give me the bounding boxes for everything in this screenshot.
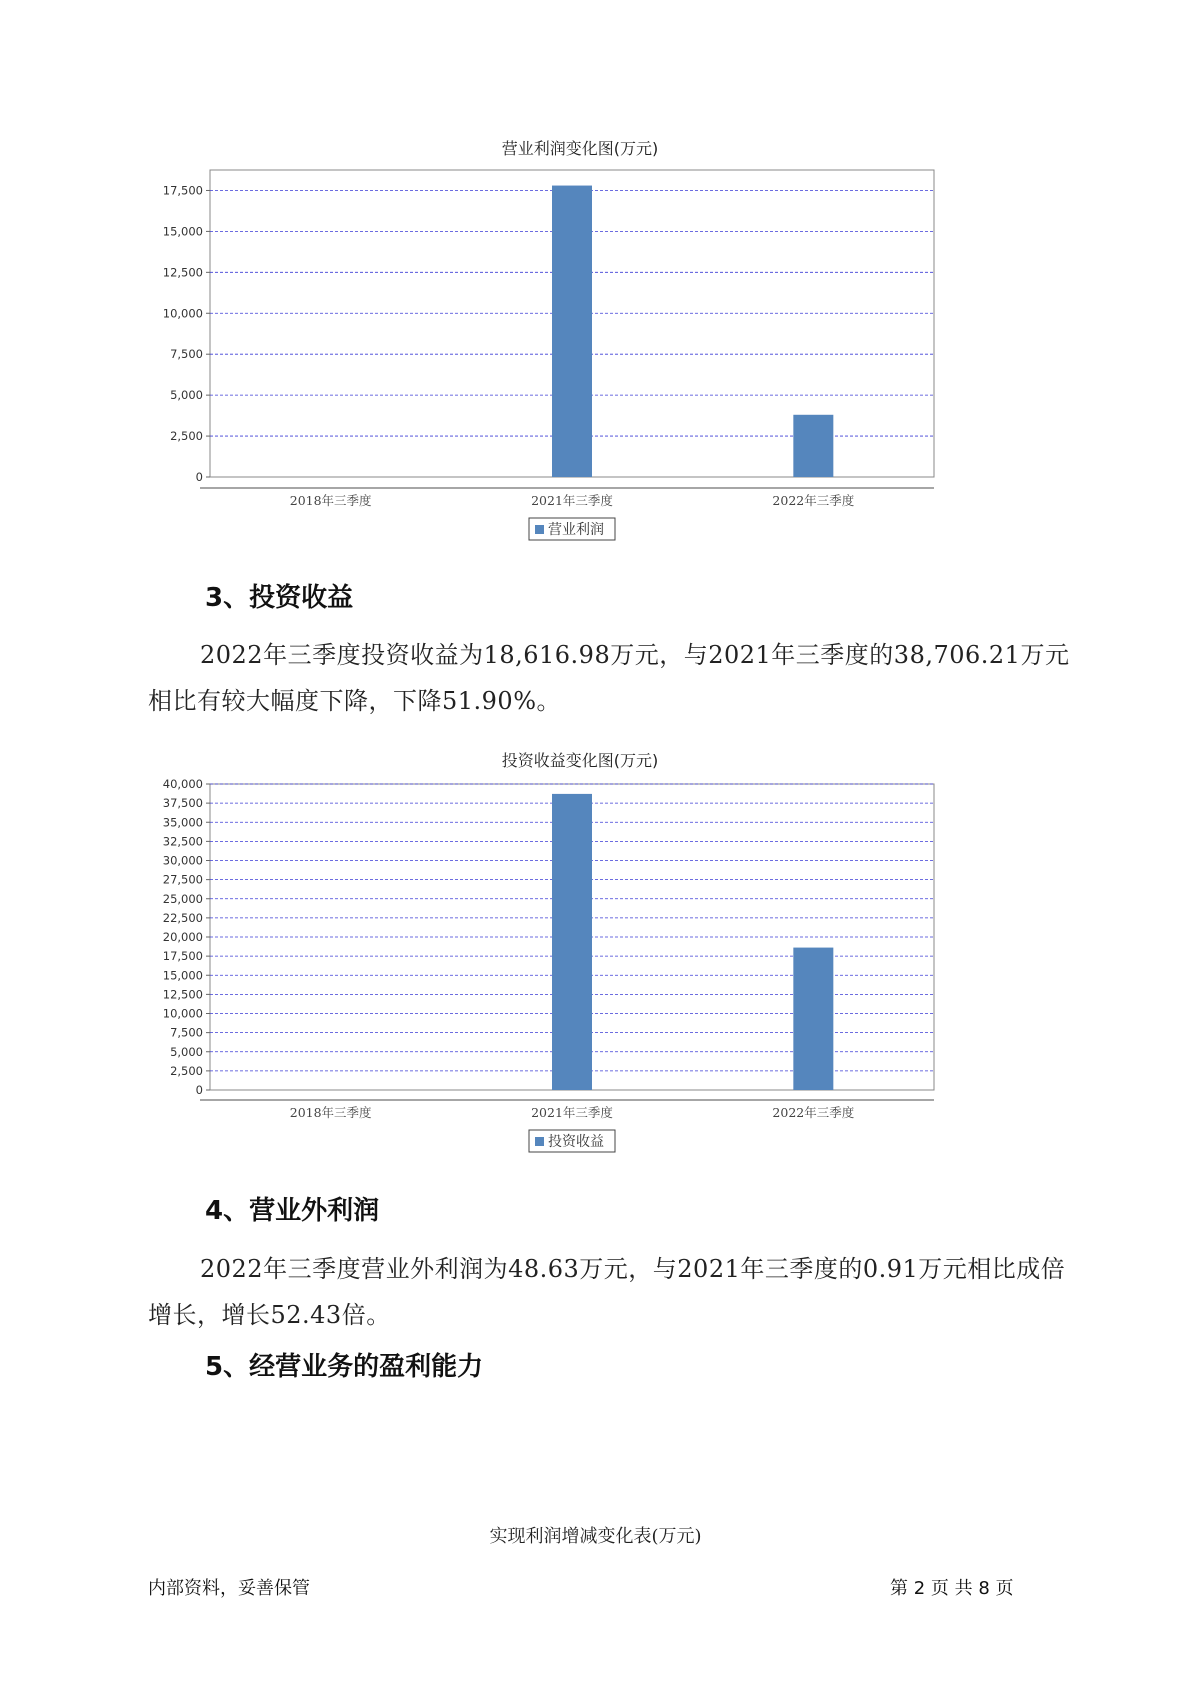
y-tick-label: 10,000 xyxy=(162,1006,203,1021)
bar xyxy=(552,794,592,1090)
chart-plot xyxy=(140,130,1020,550)
investment-income-chart xyxy=(140,742,1020,1162)
y-tick-label: 15,000 xyxy=(162,224,203,239)
footer-confidential-note: 内部资料，妥善保管 xyxy=(148,1578,310,1599)
x-tick-label: 2018年三季度 xyxy=(289,493,372,508)
y-tick-label: 0 xyxy=(195,470,203,484)
y-tick-label: 22,500 xyxy=(162,910,203,925)
section-text-investment-income: 2022年三季度投资收益为18,616.98万元，与2021年三季度的38,706.21万元相比有较大幅度下降，下降51.90%。 xyxy=(148,641,1070,715)
legend-label: 营业利润 xyxy=(548,522,604,538)
y-tick-label: 5,000 xyxy=(170,1044,203,1059)
y-tick-label: 40,000 xyxy=(162,777,203,791)
y-tick-label: 12,500 xyxy=(162,987,203,1002)
legend xyxy=(529,518,615,540)
x-tick-label: 2022年三季度 xyxy=(772,493,855,508)
y-tick-label: 7,500 xyxy=(170,1025,203,1040)
x-tick-label: 2022年三季度 xyxy=(772,1105,855,1120)
bar xyxy=(793,415,833,477)
y-tick-label: 10,000 xyxy=(162,306,203,321)
y-tick-label: 17,500 xyxy=(162,183,203,198)
y-tick-label: 35,000 xyxy=(162,815,203,830)
x-tick-label: 2018年三季度 xyxy=(289,1105,372,1120)
y-tick-label: 30,000 xyxy=(162,853,203,868)
y-tick-label: 5,000 xyxy=(170,388,203,403)
y-tick-label: 27,500 xyxy=(162,872,203,887)
chart-title: 投资收益变化图(万元) xyxy=(501,751,659,770)
section-heading-investment-income: 3、投资收益 xyxy=(205,583,354,613)
bar xyxy=(552,186,592,477)
y-tick-label: 17,500 xyxy=(162,949,203,964)
section-heading-non-operating-profit: 4、营业外利润 xyxy=(205,1196,380,1226)
y-tick-label: 7,500 xyxy=(170,347,203,362)
legend-swatch xyxy=(535,1137,544,1146)
y-tick-label: 32,500 xyxy=(162,834,203,849)
footer-page-number: 第 2 页 共 8 页 xyxy=(890,1578,1014,1599)
chart-title: 营业利润变化图(万元) xyxy=(501,139,659,158)
y-tick-label: 0 xyxy=(195,1083,203,1097)
legend-swatch xyxy=(535,525,544,534)
table-caption: 实现利润增减变化表(万元) xyxy=(489,1526,702,1547)
section-heading-profitability: 5、经营业务的盈利能力 xyxy=(205,1352,484,1382)
section-text-non-operating-profit: 2022年三季度营业外利润为48.63万元，与2021年三季度的0.91万元相比成倍增长，增长52.43倍。 xyxy=(148,1255,1066,1329)
legend-label: 投资收益 xyxy=(548,1134,604,1150)
y-tick-label: 25,000 xyxy=(162,891,203,906)
legend xyxy=(529,1130,615,1152)
operating-profit-chart xyxy=(140,130,1020,550)
y-tick-label: 37,500 xyxy=(162,796,203,811)
chart-plot xyxy=(140,742,1020,1162)
bar xyxy=(793,948,833,1090)
y-tick-label: 2,500 xyxy=(170,429,203,444)
y-tick-label: 2,500 xyxy=(170,1063,203,1078)
y-tick-label: 12,500 xyxy=(162,265,203,280)
x-tick-label: 2021年三季度 xyxy=(531,1105,613,1120)
y-tick-label: 20,000 xyxy=(162,930,203,944)
y-tick-label: 15,000 xyxy=(162,968,203,983)
x-tick-label: 2021年三季度 xyxy=(531,493,613,508)
